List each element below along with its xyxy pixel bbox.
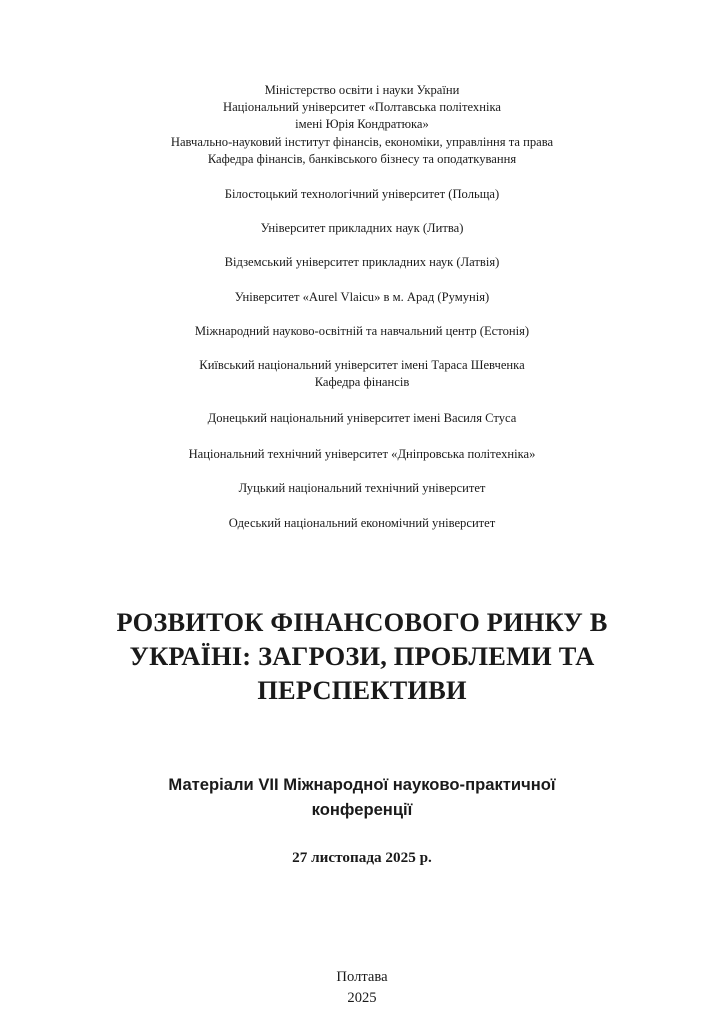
affiliation-group-bialystok: [96, 186, 628, 203]
affiliation-group-odesa: [96, 515, 628, 532]
affiliation-group-romania: [96, 289, 628, 306]
affiliation-line: Донецький національний університет імені Василя Стуса: [207, 411, 517, 426]
affiliation-line: Відземський університет прикладних наук (Латвія): [224, 255, 500, 270]
affiliation-group-donetsk: [96, 410, 628, 427]
page-subtitle: Матеріали VII Міжнародної науково-практичної конференції: [168, 775, 556, 820]
affiliation-line: Білостоцький технологічний університет (Польща): [224, 187, 500, 202]
affiliation-group-kyiv: [96, 357, 628, 391]
affiliation-line: Національний університет «Полтавська політехніка: [223, 100, 501, 115]
page-title: РОЗВИТОК ФІНАНСОВОГО РИНКУ В УКРАЇНІ: ЗАГРОЗИ, ПРОБЛЕМИ ТА ПЕРСПЕКТИВИ: [116, 607, 608, 706]
affiliation-line: імені Юрія Кондратюка»: [295, 117, 429, 132]
affiliation-line: Навчально-науковий інститут фінансів, економіки, управління та права: [170, 134, 554, 149]
affiliation-line: Національний технічний університет «Дніпровська політехніка»: [188, 446, 536, 461]
affiliation-group-lithuania: [96, 220, 628, 237]
affiliation-line: Київський національний університет імені Тараса Шевченка: [199, 358, 525, 373]
affiliation-group-lutsk: [96, 480, 628, 497]
imprint-city: Полтава: [336, 969, 388, 986]
affiliation-line: Одеський національний економічний університет: [228, 516, 496, 531]
imprint-year: 2025: [347, 990, 377, 1007]
affiliation-line: Міністерство освіти і науки України: [264, 83, 460, 97]
affiliation-line: Луцький національний технічний університет: [238, 480, 486, 495]
imprint: [96, 967, 628, 1009]
affiliation-group-dnipro: [96, 446, 628, 463]
conference-date: 27 листопада 2025 р.: [292, 849, 432, 867]
affiliation-line: Кафедра фінансів: [314, 375, 410, 390]
affiliations-block: [96, 82, 628, 532]
title-wrapper: [96, 605, 628, 707]
affiliation-group-latvia: [96, 254, 628, 271]
affiliation-line: Університет «Aurel Vlaicu» в м. Арад (Румунія): [234, 289, 490, 304]
affiliation-line: Університет прикладних наук (Литва): [260, 221, 464, 236]
affiliation-group-estonia: [96, 323, 628, 340]
affiliation-group-ministry: [96, 82, 628, 168]
affiliation-line: Міжнародний науково-освітній та навчальний центр (Естонія): [194, 323, 530, 338]
affiliation-line: Кафедра фінансів, банківського бізнесу та оподаткування: [207, 151, 517, 166]
